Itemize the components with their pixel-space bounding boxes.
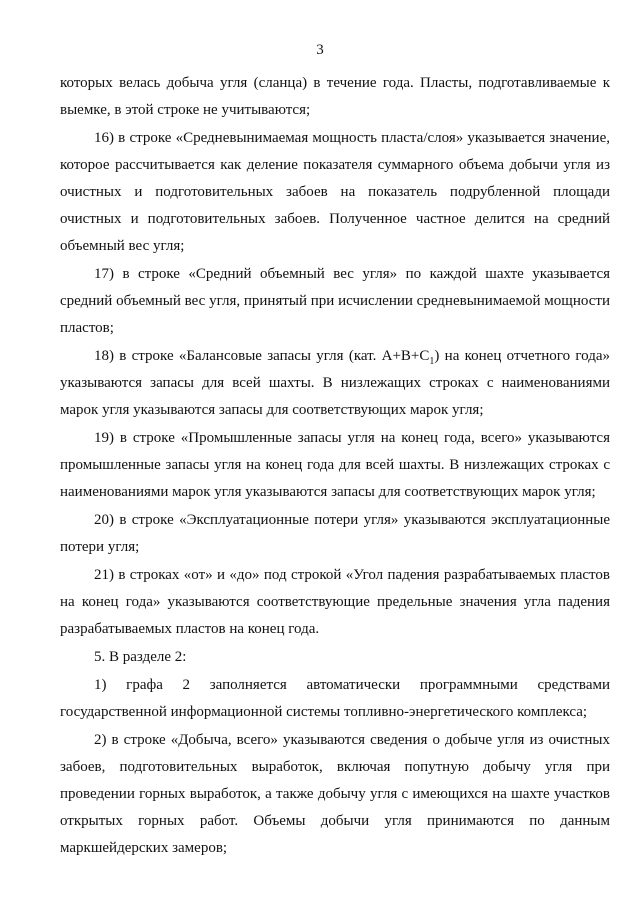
section-heading-5: 5. В разделе 2:: [94, 649, 187, 665]
document-body: [60, 70, 610, 862]
paragraph-item-18-head: 18) в строке «Балансовые запасы угля (кат. A+B+C: [94, 348, 430, 364]
paragraph-item-20: 20) в строке «Эксплуатационные потери угля» указываются эксплуатационные потери угля;: [60, 512, 610, 555]
paragraph-item-17: 17) в строке «Средний объемный вес угля» по каждой шахте указывается средний объемный вес угля, принятый при исчислении средневынимаемой мощности пластов;: [60, 266, 610, 336]
subscript-c1: 1: [429, 356, 435, 367]
paragraph-sec2-item-2: 2) в строке «Добыча, всего» указываются сведения о добыче угля из очистных забоев, подготовительных выработок, включая попутную добычу угля при проведении горных выработок, а также добычу угля с имеющихся на шахте участков открытых горных работ. Объемы добычи угля принимаются по данным маркшейдерских замеров;: [60, 732, 610, 856]
paragraph-item-19: 19) в строке «Промышленные запасы угля на конец года, всего» указываются промышленные запасы угля на конец года для всей шахты. В низлежащих строках с наименованиями марок угля указываются запасы для соответствующих марок угля;: [60, 430, 610, 500]
paragraph-item-21: 21) в строках «от» и «до» под строкой «Угол падения разрабатываемых пластов на конец года» указываются соответствующие предельные значения угла падения разрабатываемых пластов на конец года.: [60, 567, 610, 637]
paragraph-item-18-tail: ) на конец отчетного года» указываются запасы для всей шахты. В низлежащих строках с наименованиями марок угля указываются запасы для соответствующих марок угля;: [60, 348, 610, 418]
paragraph-continuation: которых велась добыча угля (сланца) в течение года. Пласты, подготавливаемые к выемке, в этой строке не учитываются;: [60, 75, 610, 118]
paragraph-item-18: [60, 343, 610, 424]
paragraph-sec2-item-1: 1) графа 2 заполняется автоматически программными средствами государственной информационной системы топливно-энергетического комплекса;: [60, 677, 610, 720]
paragraph-item-16: 16) в строке «Средневынимаемая мощность пласта/слоя» указывается значение, которое рассчитывается как деление показателя суммарного объема добычи угля из очистных и подготовительных забоев на показатель подрубленной площади очистных и подготовительных забоев. Полученное частное делится на средний объемный вес угля;: [60, 130, 610, 254]
page-number: 3: [316, 42, 324, 58]
